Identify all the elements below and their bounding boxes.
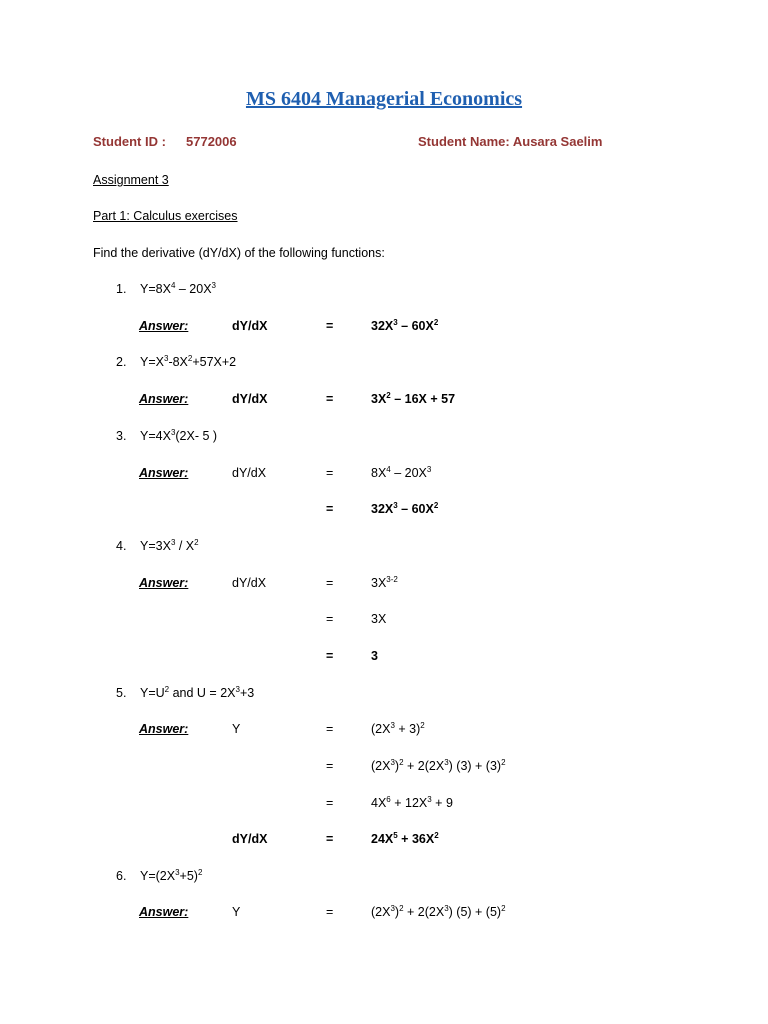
answer-label: Answer:: [139, 576, 189, 590]
y-label: Y: [232, 722, 241, 736]
problem-equation: $Y=X^3-8X^2+57X+2$: [140, 354, 237, 369]
problem-equation: $Y=(2X^3+5)^2$: [140, 868, 203, 883]
answer-value: $(2X^3)^2 + 2(2X^3) (3) + (3)^2$: [371, 758, 506, 773]
answer-value: $8X^4 - 20X^3$: [371, 465, 432, 480]
problem-number: 4.: [116, 539, 127, 553]
problem-equation: $Y=8X^4 - 20X^3$: [140, 281, 216, 296]
answer-label: Answer:: [139, 905, 189, 919]
document-title: MS 6404 Managerial Economics: [245, 88, 523, 110]
equals-sign: =: [326, 722, 334, 736]
equals-sign: =: [326, 576, 334, 590]
problem-number: 1.: [116, 282, 127, 296]
equals-sign: =: [326, 466, 334, 480]
student-id-value: 5772006: [186, 134, 237, 149]
answer-label: Answer:: [139, 392, 189, 406]
answer-label: Answer:: [139, 466, 189, 480]
answer-label: Answer:: [139, 319, 189, 333]
problem-number: 3.: [116, 429, 127, 443]
student-name: Student Name: Ausara Saelim: [418, 134, 603, 149]
equals-sign: =: [326, 649, 334, 663]
answer-value: $(2X^3)^2 + 2(2X^3) (5) + (5)^2$: [371, 904, 506, 919]
equals-sign: =: [326, 319, 334, 333]
answer-value: $32X^3 - 60X^2$: [371, 318, 439, 333]
equals-sign: =: [326, 759, 334, 773]
derivative-label: dY/dX: [232, 319, 268, 333]
derivative-label: dY/dX: [232, 832, 268, 846]
equals-sign: =: [326, 905, 334, 919]
answer-value: $3X^{3-2}$: [371, 575, 398, 590]
problem-equation: $Y=U^2$ and $U = 2X^3+3$: [140, 685, 255, 700]
problem-equation: $Y=3X^3 / X^2$: [140, 538, 199, 553]
equals-sign: =: [326, 502, 334, 516]
instruction-text: Find the derivative (dY/dX) of the following functions:: [93, 246, 385, 260]
equals-sign: =: [326, 612, 334, 626]
student-id-label: Student ID :: [93, 134, 166, 149]
derivative-label: dY/dX: [232, 392, 268, 406]
answer-value: $32X^3 - 60X^2$: [371, 501, 439, 516]
equals-sign: =: [326, 796, 334, 810]
answer-value: 3: [371, 649, 378, 663]
answer-value: $4X^6 + 12X^3 + 9$: [371, 795, 453, 810]
answer-value: $3X^2 - 16X + 57$: [371, 391, 456, 406]
y-label: Y: [232, 905, 241, 919]
problem-number: 2.: [116, 355, 127, 369]
answer-label: Answer:: [139, 722, 189, 736]
derivative-label: dY/dX: [232, 466, 267, 480]
assignment-heading: Assignment 3: [93, 173, 169, 187]
problem-equation: $Y=4X^3(2X-$ 5 ): [140, 428, 218, 443]
answer-value: $(2X^3 + 3)^2$: [371, 721, 425, 736]
problem-number: 6.: [116, 869, 127, 883]
part-heading: Part 1: Calculus exercises: [93, 209, 238, 223]
answer-value: 3X: [371, 612, 387, 626]
problem-number: 5.: [116, 686, 127, 700]
equals-sign: =: [326, 392, 334, 406]
derivative-label: dY/dX: [232, 576, 267, 590]
equals-sign: =: [326, 832, 334, 846]
answer-value: $24X^5 + 36X^2$: [371, 831, 439, 846]
